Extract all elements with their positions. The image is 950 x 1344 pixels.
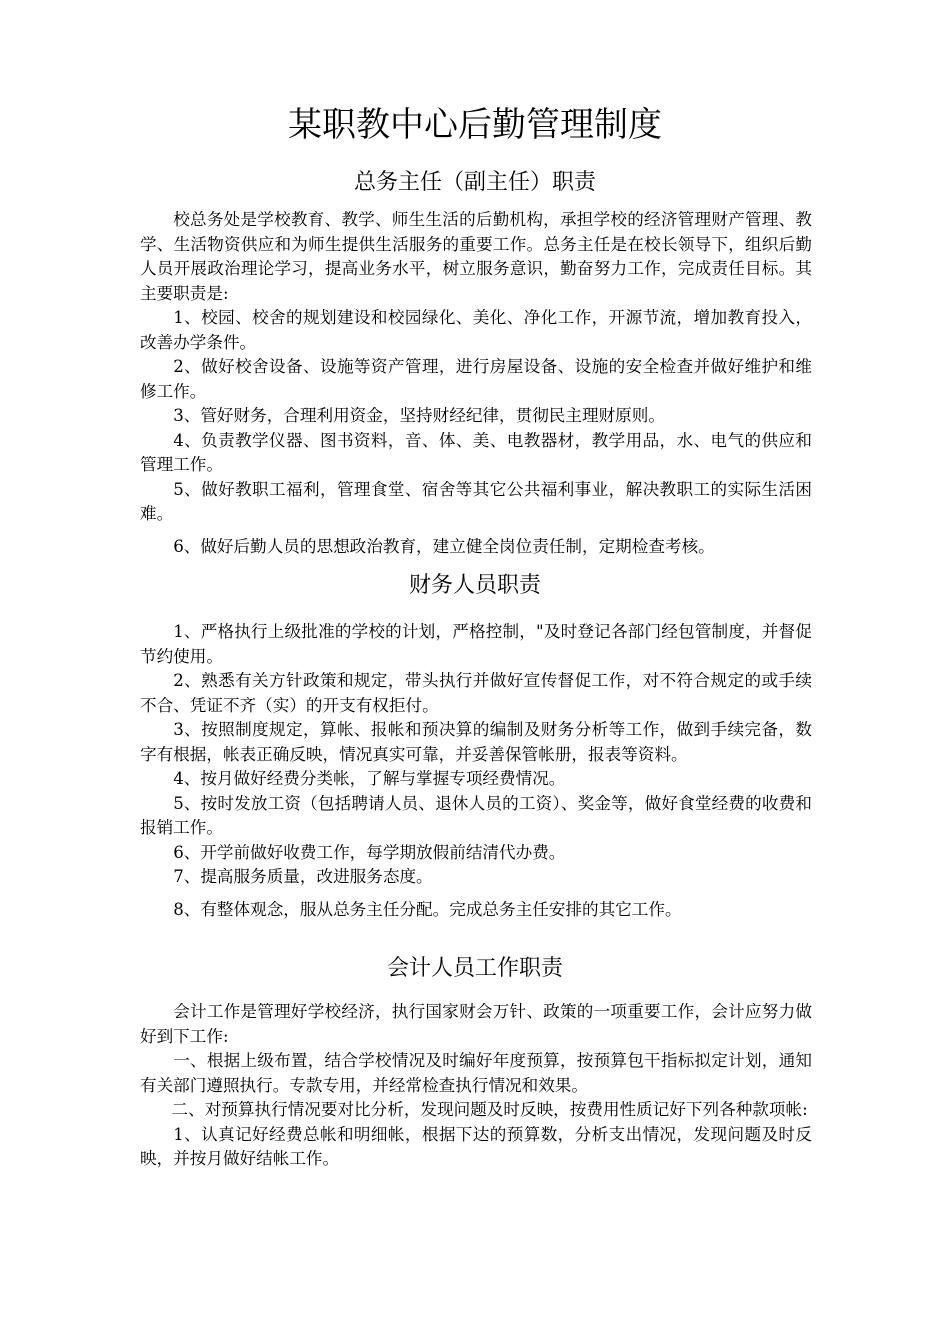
paragraph: 1、认真记好经费总帐和明细帐，根据下达的预算数，分析支出情况，发现问题及时反映，并按月做好结帐工作。 [140, 1124, 812, 1168]
section-heading-general-affairs: 总务主任（副主任）职责 [353, 170, 596, 195]
paragraph: 5、做好教职工福利，管理食堂、宿舍等其它公共福利事业，解决教职工的实际生活困难。 [140, 479, 812, 523]
paragraph: 3、按照制度规定，算帐、报帐和预决算的编制及财务分析等工作，做到手续完备，数字有根据，帐表正确反映，情况真实可靠，并妥善保管帐册，报表等资料。 [140, 720, 812, 764]
paragraph: 2、做好校舍设备、设施等资产管理，进行房屋设备、设施的安全检查并做好维护和维修工作。 [140, 357, 812, 401]
section-accounting [140, 1000, 812, 1172]
paragraph: 1、校园、校舍的规划建设和校园绿化、美化、净化工作，开源节流，增加教育投入，改善办学条件。 [140, 308, 812, 352]
paragraph: 2、熟悉有关方针政策和规定，带头执行并做好宣传督促工作，对不符合规定的或手续不合、凭证不齐（实）的开支有权拒付。 [140, 671, 812, 715]
section-finance [140, 620, 812, 922]
section-heading-finance: 财务人员职责 [408, 573, 541, 598]
paragraph: 校总务处是学校教育、教学、师生生活的后勤机构，承担学校的经济管理财产管理、教学、生活物资供应和为师生提供生活服务的重要工作。总务主任是在校长领导下，组织后勤人员开展政治理论学习，提高业务水平，树立服务意识，勤奋努力工作，完成责任目标。其主要职责是: [140, 210, 812, 303]
paragraph: 6、开学前做好收费工作，每学期放假前结清代办费。 [173, 842, 566, 862]
paragraph: 1、严格执行上级批准的学校的计划，严格控制，"及时登记各部门经包管制度，并督促节约使用。 [140, 622, 812, 666]
paragraph: 一、根据上级布置，结合学校情况及时编好年度预算，按预算包干指标拟定计划，通知有关部门遵照执行。专款专用，并经常检查执行情况和效果。 [140, 1051, 812, 1095]
paragraph: 3、管好财务，合理利用资金，坚持财经纪律，贯彻民主理财原则。 [173, 406, 665, 425]
paragraph: 6、做好后勤人员的思想政治教育，建立健全岗位责任制，定期检查考核。 [173, 536, 715, 556]
paragraph: 4、负责教学仪器、图书资料，音、体、美、电教器材，教学用品，水、电气的供应和管理工作。 [140, 430, 812, 474]
paragraph: 8、有整体观念，服从总务主任分配。完成总务主任安排的其它工作。 [173, 899, 682, 919]
paragraph: 二、对预算执行情况要对比分析，发现问题及时反映，按费用性质记好下列各种款项帐: [171, 1100, 808, 1119]
document-title: 某职教中心后勤管理制度 [288, 105, 662, 145]
paragraph: 7、提高服务质量，改进服务态度。 [173, 867, 433, 886]
paragraph: 会计工作是管理好学校经济，执行国家财会万针、政策的一项重要工作，会计应努力做好到下工作: [140, 1002, 812, 1046]
section-heading-accounting: 会计人员工作职责 [386, 956, 563, 981]
paragraph: 5、按时发放工资（包括聘请人员、退休人员的工资）、奖金等，做好食堂经费的收费和报销工作。 [140, 793, 812, 837]
paragraph: 4、按月做好经费分类帐，了解与掌握专项经费情况。 [173, 769, 566, 788]
section-general-affairs [140, 208, 812, 559]
